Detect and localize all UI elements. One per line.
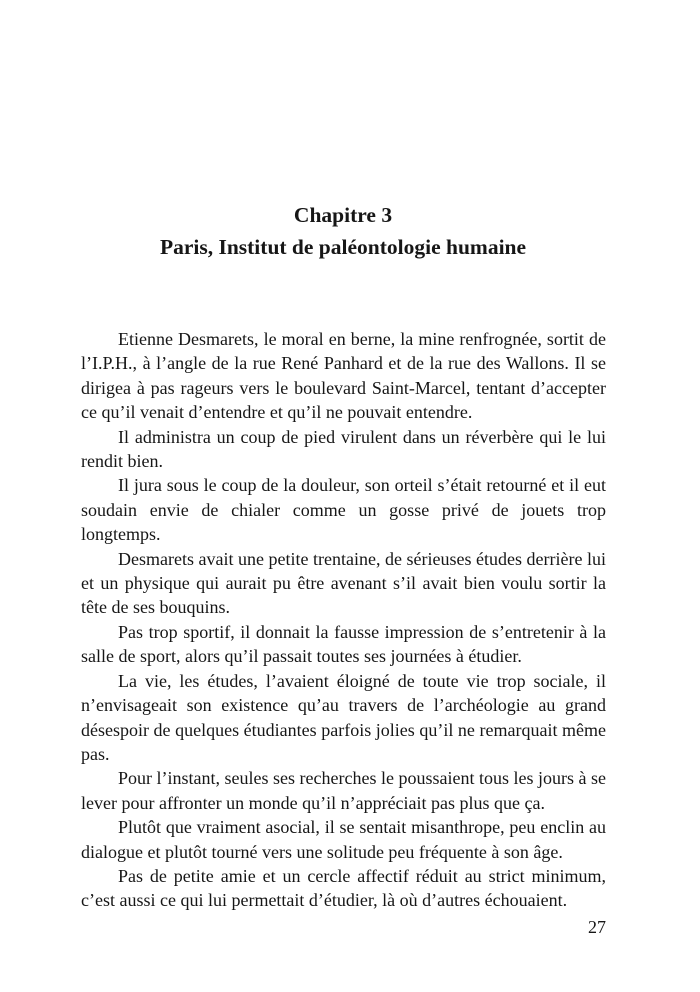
paragraph: Pas de petite amie et un cercle affectif réduit au strict minimum, c’est aussi ce qui lui permettait d’étudier, là où d’autres échouaient. [81,865,606,911]
paragraph: Desmarets avait une petite trentaine, de sérieuses études derrière lui et un physique qui aurait pu être avenant s’il avait bien voulu sortir la tête de ses bouquins. [81,548,606,618]
paragraph: Etienne Desmarets, le moral en berne, la mine renfrognée, sortit de l’I.P.H., à l’angle de la rue René Panhard et de la rue des Wallons. Il se dirigea à pas rageurs vers le boulevard Saint-Marcel, tentant d’accepter ce qu’il venait d’entendre et qu’il ne pouvait entendre. [81,329,606,423]
chapter-title: Paris, Institut de paléontologie humaine [159,235,527,259]
paragraph: La vie, les études, l’avaient éloigné de toute vie trop sociale, il n’envisageait son existence qu’au travers de l’archéologie au grand désespoir de quelques étudiantes parfois jolies qu’il ne remarquait même pas. [81,670,606,764]
paragraph: Plutôt que vraiment asocial, il se sentait misanthrope, peu enclin au dialogue et plutôt tourné vers une solitude peu fréquente à son âge. [81,817,606,862]
paragraph: Pas trop sportif, il donnait la fausse impression de s’entretenir à la salle de sport, alors qu’il passait toutes ses journées à étudier. [81,621,606,667]
paragraph: Il jura sous le coup de la douleur, son orteil s’était retourné et il eut soudain envie de chialer comme un gosse privé de jouets trop longtemps. [81,475,606,545]
page-number: 27 [588,917,606,937]
chapter-heading [80,199,606,263]
paragraph: Il administra un coup de pied virulent dans un réverbère qui le lui rendit bien. [81,426,606,472]
paragraph: Pour l’instant, seules ses recherches le poussaient tous les jours à se lever pour affronter un monde qu’il n’appréciait pas plus que ça. [81,768,606,813]
chapter-body [81,327,606,913]
chapter-number: Chapitre 3 [293,203,393,227]
